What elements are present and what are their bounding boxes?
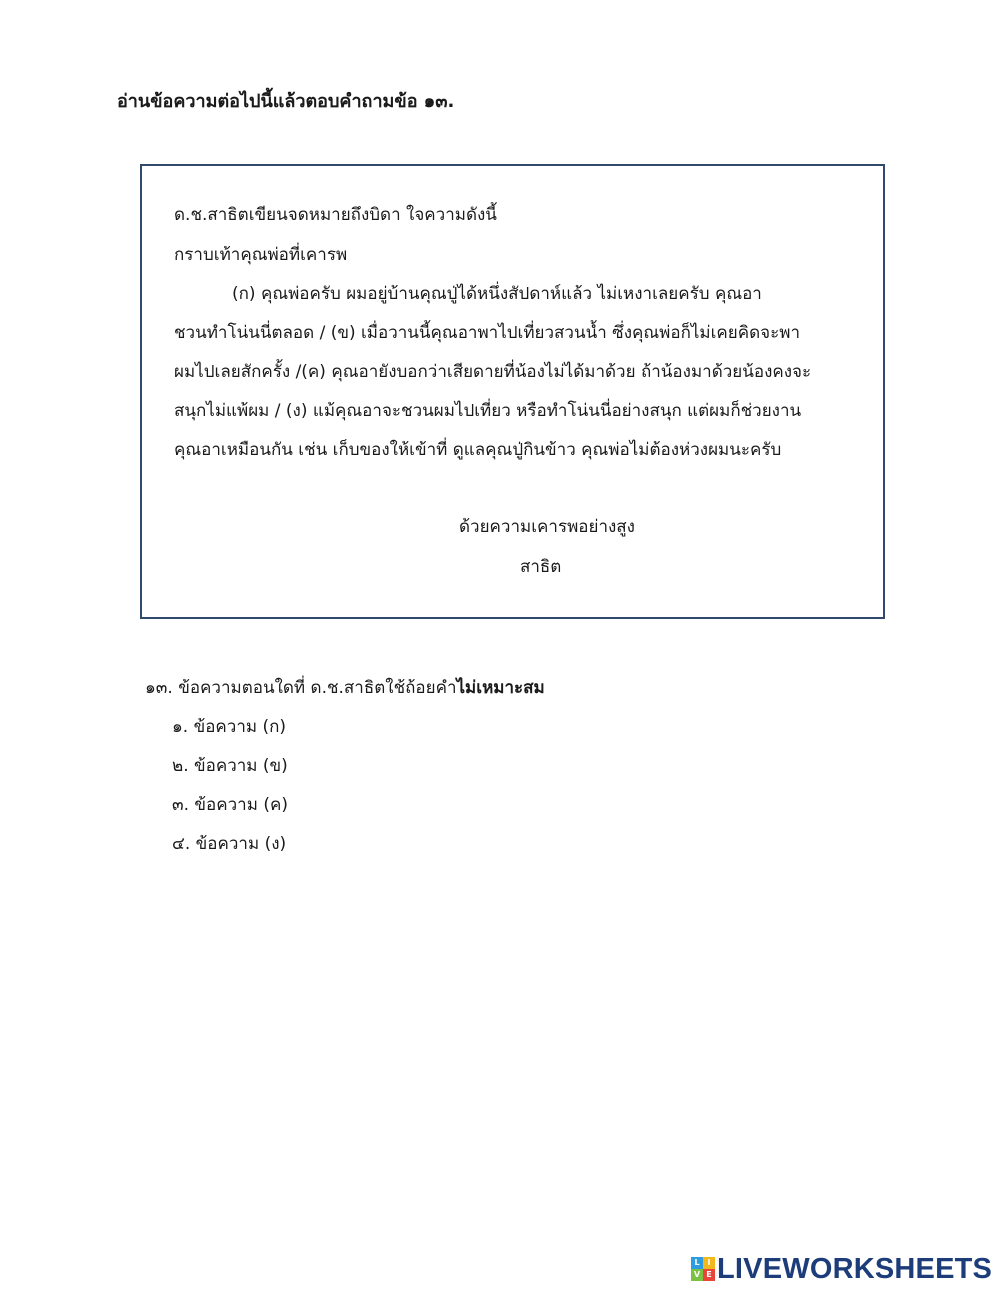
brand-wordmark: LIVEWORKSHEETS xyxy=(717,1253,993,1285)
question-emphasis: ไม่เหมาะสม xyxy=(456,678,545,698)
instruction-heading: อ่านข้อความต่อไปนี้แล้วตอบคำถามข้อ ๑๓. xyxy=(117,91,455,112)
letter-signature: สาธิต xyxy=(520,557,562,577)
letter-salutation: กราบเท้าคุณพ่อที่เคารพ xyxy=(174,245,348,265)
liveworksheets-icon xyxy=(691,1257,715,1281)
question-text: ๑๓. ข้อความตอนใดที่ ด.ช.สาธิตใช้ถ้อยคำ xyxy=(145,678,457,698)
icon-tile: V xyxy=(691,1269,703,1281)
answer-option-3[interactable]: ๓. ข้อความ (ค) xyxy=(172,795,288,815)
answer-option-2[interactable]: ๒. ข้อความ (ข) xyxy=(172,756,288,776)
letter-body-line: (ก) คุณพ่อครับ ผมอยู่บ้านคุณปู่ได้หนึ่งสัปดาห์แล้ว ไม่เหงาเลยครับ คุณอา xyxy=(232,284,762,304)
answer-option-1[interactable]: ๑. ข้อความ (ก) xyxy=(172,717,287,737)
letter-closing: ด้วยความเคารพอย่างสูง xyxy=(459,517,635,537)
icon-tile: L xyxy=(691,1257,703,1269)
letter-body-line: สนุกไม่แพ้ผม / (ง) แม้คุณอาจะชวนผมไปเที่ยว หรือทำโน่นนี่อย่างสนุก แต่ผมก็ช่วยงาน xyxy=(174,401,802,421)
icon-tile: E xyxy=(703,1269,715,1281)
liveworksheets-logo xyxy=(691,1253,992,1285)
letter-box xyxy=(140,164,885,619)
question-13 xyxy=(145,674,545,701)
letter-intro: ด.ช.สาธิตเขียนจดหมายถึงบิดา ใจความดังนี้ xyxy=(174,205,497,225)
icon-tile: I xyxy=(703,1257,715,1269)
letter-body-line: ชวนทำโน่นนี่ตลอด / (ข) เมื่อวานนี้คุณอาพาไปเที่ยวสวนน้ำ ซึ่งคุณพ่อก็ไม่เคยคิดจะพา xyxy=(174,323,801,343)
letter-body-line: ผมไปเลยสักครั้ง /(ค) คุณอายังบอกว่าเสียดายที่น้องไม่ได้มาด้วย ถ้าน้องมาด้วยน้องคงจะ xyxy=(174,362,812,382)
letter-body-line: คุณอาเหมือนกัน เช่น เก็บของให้เข้าที่ ดูแลคุณปู่กินข้าว คุณพ่อไม่ต้องห่วงผมนะครับ xyxy=(174,440,782,460)
answer-option-4[interactable]: ๔. ข้อความ (ง) xyxy=(172,834,287,854)
